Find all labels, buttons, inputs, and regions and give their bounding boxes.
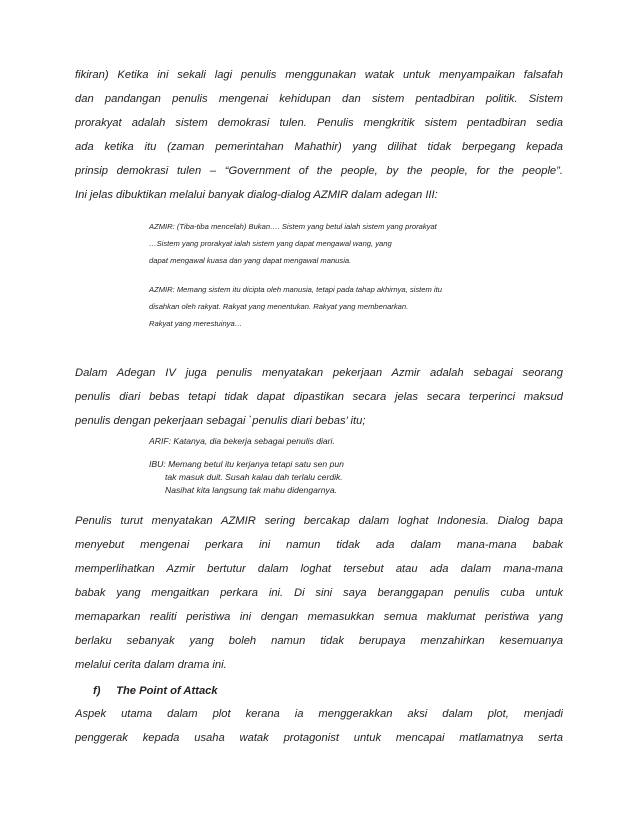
paragraph-line: memaparkan realiti peristiwa ini dengan memasukkan semua maklumat peristiwa yang xyxy=(75,611,563,623)
paragraph-line: ada ketika itu (zaman pemerintahan Mahathir) yang dilihat tidak berpegang kepada xyxy=(75,141,563,153)
section-heading xyxy=(93,683,218,699)
paragraph-line: penulis dengan pekerjaan sebagai `penulis diari bebas’ itu; xyxy=(75,415,366,427)
dialog-quote-3 xyxy=(149,435,529,448)
quote-line: …Sistem yang prorakyat ialah sistem yang dapat mengawal wang, yang xyxy=(149,239,392,248)
paragraph-line: Penulis turut menyatakan AZMIR sering bercakap dalam loghat Indonesia. Dialog bapa xyxy=(75,515,563,527)
quote-line: Rakyat yang merestuinya… xyxy=(149,319,243,328)
quote-line: Nasihat kita langsung tak mahu didengarnya. xyxy=(165,485,337,495)
quote-line: tak masuk duit. Susah kalau dah terlalu cerdik. xyxy=(165,472,343,482)
paragraph-line: dan pandangan penulis mengenai kehidupan dan sistem pentadbiran politik. Sistem xyxy=(75,93,563,105)
dialog-quote-2 xyxy=(149,281,529,332)
dialog-quote-1 xyxy=(149,218,529,269)
paragraph-line: penulis diari bebas tetapi tidak dapat dipastikan secara jelas secara terperinci maksud xyxy=(75,391,563,403)
quote-line: AZMIR: (Tiba-tiba mencelah) Bukan…. Sistem yang betul ialah sistem yang prorakyat xyxy=(149,222,437,231)
paragraph-line: babak yang mengaitkan perkara ini. Di sini saya beranggapan penulis cuba untuk xyxy=(75,587,563,599)
paragraph-line: Aspek utama dalam plot kerana ia menggerakkan aksi dalam plot, menjadi xyxy=(75,708,563,720)
section-heading-label: f) xyxy=(93,685,101,697)
paragraph-line: menyebut mengenai perkara ini namun tidak ada dalam mana-mana babak xyxy=(75,539,563,551)
quote-line: AZMIR: Memang sistem itu dicipta oleh manusia, tetapi pada tahap akhirnya, sistem itu xyxy=(149,285,442,294)
paragraph-line: prorakyat adalah sistem demokrasi tulen. Penulis mengkritik sistem pentadbiran sedia xyxy=(75,117,563,129)
paragraph-line: penggerak kepada usaha watak protagonist untuk mencapai matlamatnya serta xyxy=(75,732,563,744)
paragraph-line: berlaku sebanyak yang boleh namun tidak berupaya menzahirkan kesemuanya xyxy=(75,635,563,647)
paragraph-2 xyxy=(75,361,563,433)
paragraph-line: memperlihatkan Azmir bertutur dalam loghat tersebut atau ada dalam mana-mana xyxy=(75,563,563,575)
quote-line: IBU: Memang betul itu kerjanya tetapi satu sen pun xyxy=(149,459,344,469)
paragraph-1 xyxy=(75,63,563,207)
paragraph-line: Ini jelas dibuktikan melalui banyak dialog-dialog AZMIR dalam adegan III: xyxy=(75,189,438,201)
quote-line: dapat mengawal kuasa dan yang dapat mengawal manusia. xyxy=(149,256,352,265)
paragraph-3 xyxy=(75,509,563,677)
paragraph-line: melalui cerita dalam drama ini. xyxy=(75,659,227,671)
paragraph-line: fikiran) Ketika ini sekali lagi penulis menggunakan watak untuk menyampaikan falsafah xyxy=(75,69,563,81)
quote-line: ARIF: Katanya, dia bekerja sebagai penulis diari. xyxy=(149,436,335,446)
dialog-quote-4 xyxy=(149,458,529,497)
quote-line: disahkan oleh rakyat. Rakyat yang menentukan. Rakyat yang membenarkan. xyxy=(149,302,409,311)
paragraph-4 xyxy=(75,702,563,750)
section-heading-title: The Point of Attack xyxy=(116,685,218,697)
paragraph-line: prinsip demokrasi tulen – “Government of the people, by the people, for the people”. xyxy=(75,165,563,177)
paragraph-line: Dalam Adegan IV juga penulis menyatakan pekerjaan Azmir adalah sebagai seorang xyxy=(75,367,563,379)
